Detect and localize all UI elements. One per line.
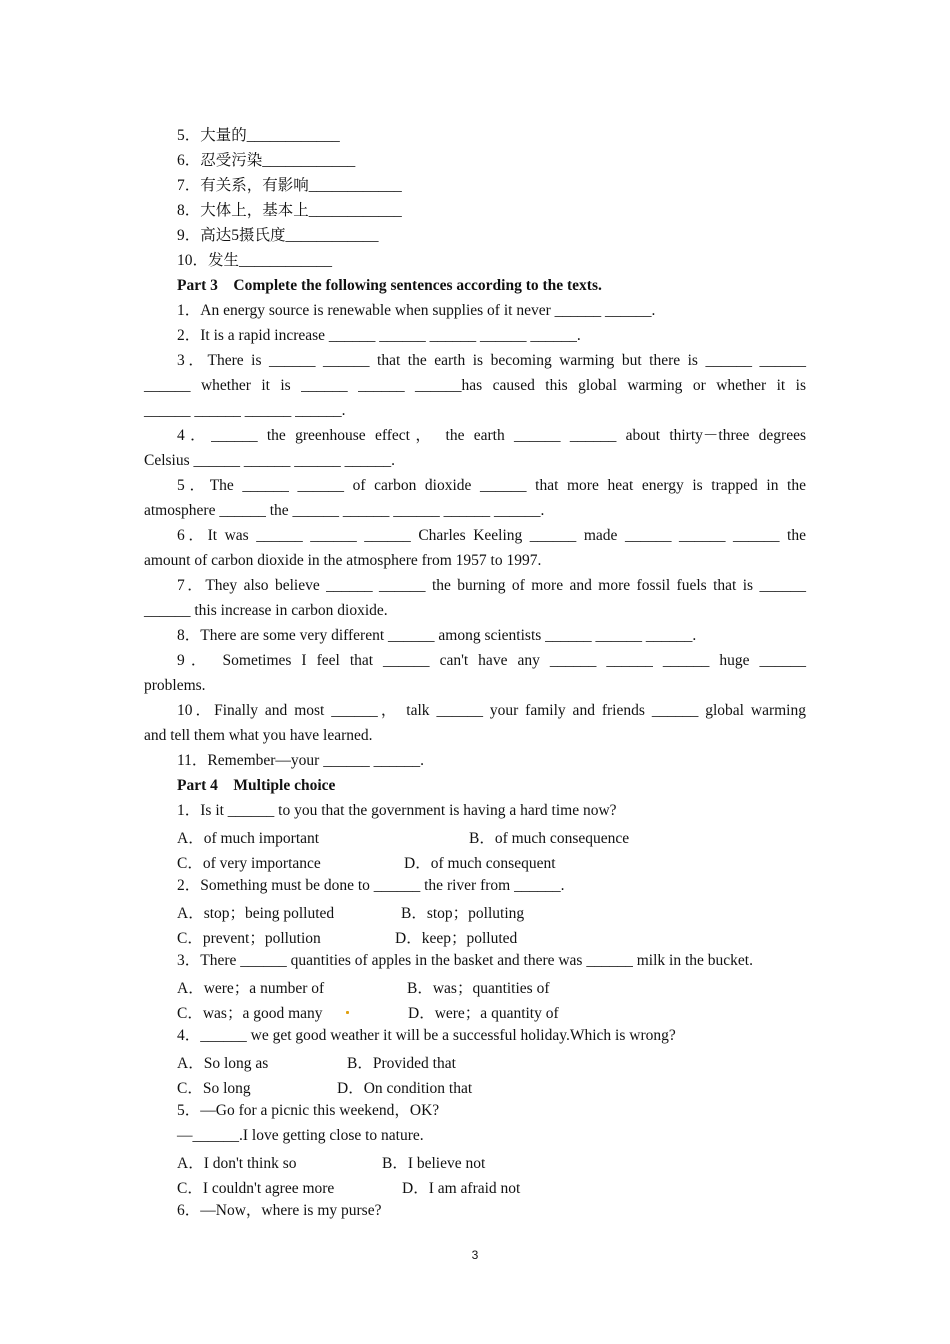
q2-option-c: C．prevent；pollution xyxy=(177,930,321,947)
q4-option-d: D．On condition that xyxy=(337,1080,473,1097)
vocab-item-7: 7．有关系，有影响____________ xyxy=(177,177,402,194)
q4-option-c: C．So long xyxy=(177,1080,251,1097)
part4-q6: 6．—Now，where is my purse? xyxy=(177,1202,382,1219)
part3-q7-line2: ______ this increase in carbon dioxide. xyxy=(144,602,388,619)
part3-heading: Part 3 Complete the following sentences according to the texts. xyxy=(177,277,602,294)
vocab-item-10: 10．发生____________ xyxy=(177,252,333,269)
q1-option-a: A．of much important xyxy=(177,830,320,847)
q2-option-b: B．stop；polluting xyxy=(401,905,525,922)
q5-option-d: D．I am afraid not xyxy=(402,1180,521,1197)
q3-option-d: D．were；a quantity of xyxy=(408,1005,559,1022)
part3-q6-line2: amount of carbon dioxide in the atmosphere from 1957 to 1997. xyxy=(144,552,542,569)
part3-q10-line1: 10．Finally and most ______， talk ______ your family and friends ______ global warming xyxy=(177,702,806,719)
q4-option-b: B．Provided that xyxy=(347,1055,456,1072)
q1-option-b: B．of much consequence xyxy=(469,830,630,847)
part3-q3-line3: ______ ______ ______ ______. xyxy=(144,402,346,419)
part3-q3-line1: 3．There is ______ ______ that the earth is becoming warming but there is ______ ______ xyxy=(177,352,806,369)
stray-mark xyxy=(346,1011,349,1014)
q2-option-d: D．keep；polluted xyxy=(395,930,518,947)
part3-q7-line1: 7．They also believe ______ ______ the burning of more and more fossil fuels that is ______ xyxy=(177,577,806,594)
part4-q2: 2．Something must be done to ______ the river from ______. xyxy=(177,877,565,894)
vocab-item-9: 9．高达5摄氏度____________ xyxy=(177,227,379,244)
q3-option-a: A．were；a number of xyxy=(177,980,325,997)
q1-option-c: C．of very importance xyxy=(177,855,321,872)
part3-q1: 1．An energy source is renewable when supplies of it never ______ ______. xyxy=(177,302,656,319)
q5-option-a: A．I don't think so xyxy=(177,1155,297,1172)
part3-q5-line2: atmosphere ______ the ______ ______ ______ ______ ______. xyxy=(144,502,545,519)
part3-q2: 2．It is a rapid increase ______ ______ ______ ______ ______. xyxy=(177,327,581,344)
part4-q4: 4．______ we get good weather it will be a successful holiday.Which is wrong? xyxy=(177,1027,676,1044)
q5-option-b: B．I believe not xyxy=(382,1155,486,1172)
part3-q10-line2: and tell them what you have learned. xyxy=(144,727,373,744)
part3-q11: 11．Remember—your ______ ______. xyxy=(177,752,424,769)
part3-q6-line1: 6．It was ______ ______ ______ Charles Keeling ______ made ______ ______ ______ the xyxy=(177,527,806,544)
vocab-item-6: 6．忍受污染____________ xyxy=(177,152,356,169)
part4-q1: 1．Is it ______ to you that the government is having a hard time now? xyxy=(177,802,617,819)
part3-q4-line2: Celsius ______ ______ ______ ______. xyxy=(144,452,396,469)
part4-q5-line2: —______.I love getting close to nature. xyxy=(177,1127,424,1144)
part3-q4-line1: 4．______ the greenhouse effect， the earth ______ ______ about thirty－three degrees xyxy=(177,427,806,444)
q2-option-a: A．stop；being polluted xyxy=(177,905,335,922)
page-number: 3 xyxy=(471,1248,479,1262)
q1-option-d: D．of much consequent xyxy=(404,855,556,872)
part3-q9-line1: 9． Sometimes I feel that ______ can't have any ______ ______ ______ huge ______ xyxy=(177,652,806,669)
vocab-item-8: 8．大体上，基本上____________ xyxy=(177,202,402,219)
q5-option-c: C．I couldn't agree more xyxy=(177,1180,335,1197)
part4-q5-line1: 5．—Go for a picnic this weekend，OK? xyxy=(177,1102,440,1119)
q3-option-b: B．was；quantities of xyxy=(407,980,550,997)
part3-q3-line2: ______ whether it is ______ ______ ______has caused this global warming or whether it is xyxy=(144,377,806,394)
part3-q8: 8．There are some very different ______ among scientists ______ ______ ______. xyxy=(177,627,697,644)
q4-option-a: A．So long as xyxy=(177,1055,269,1072)
part4-q3: 3．There ______ quantities of apples in the basket and there was ______ milk in the bucket. xyxy=(177,952,753,969)
part3-q5-line1: 5．The ______ ______ of carbon dioxide ______ that more heat energy is trapped in the xyxy=(177,477,806,494)
q3-option-c: C．was；a good many xyxy=(177,1005,323,1022)
vocab-item-5: 5．大量的____________ xyxy=(177,127,340,144)
part3-q9-line2: problems. xyxy=(144,677,206,694)
part4-heading: Part 4 Multiple choice xyxy=(177,777,336,794)
